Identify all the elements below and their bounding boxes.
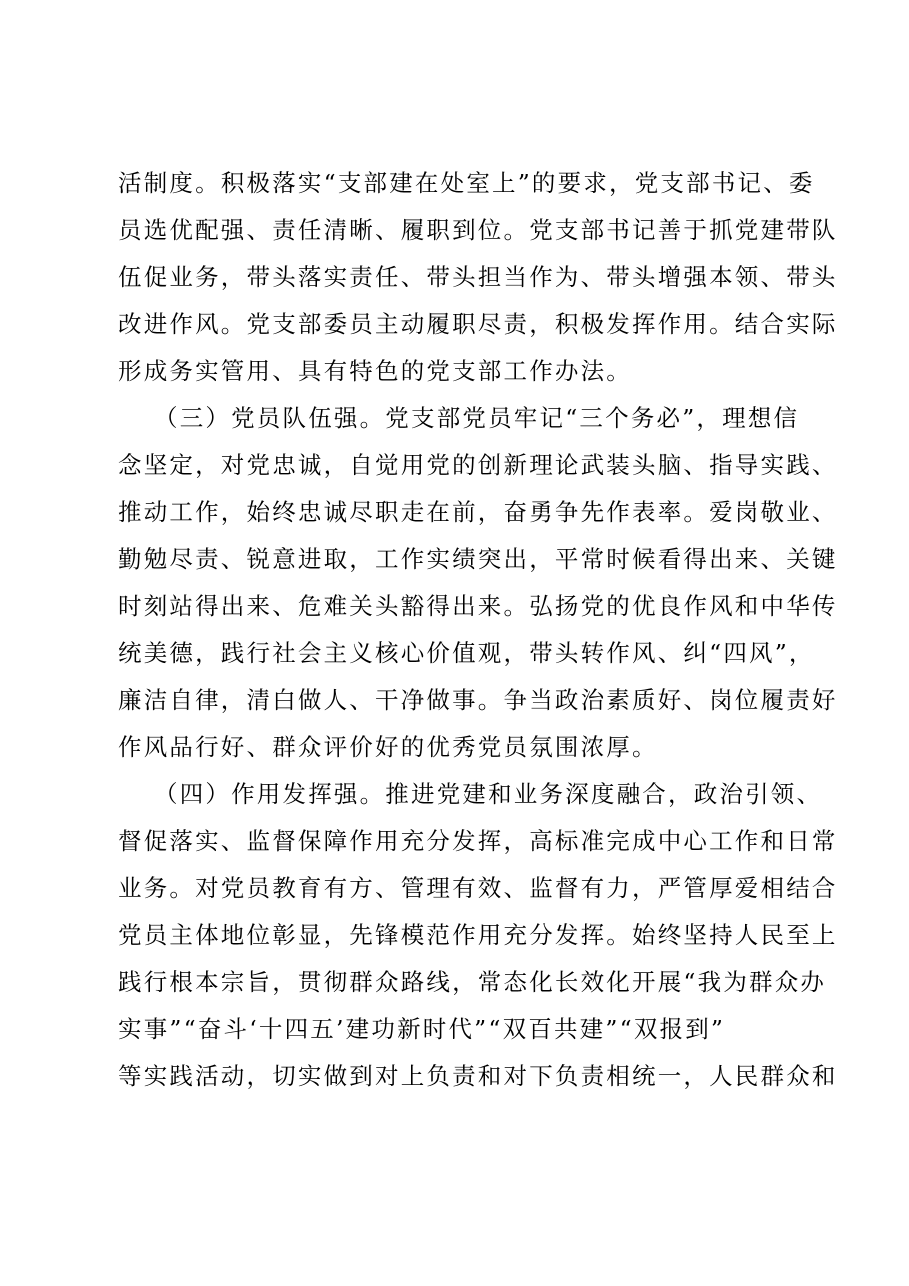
text-line-7: 念坚定，对党忠诚，自觉用党的创新理论武装头脑、指导实践、 (118, 451, 838, 479)
document-body (118, 160, 838, 1100)
text-line-18: 践行根本宗旨，贯彻群众路线，常态化长效化开展“我为群众办 (118, 968, 827, 996)
text-line-15: 督促落实、监督保障作用充分发挥，高标准完成中心工作和日常 (118, 827, 838, 855)
text-line-10: 时刻站得出来、危难关头豁得出来。弘扬党的优良作风和中华传 (118, 592, 838, 620)
text-line-3: 伍促业务，带头落实责任、带头担当作为、带头增强本领、带头 (118, 263, 838, 291)
text-line-12: 廉洁自律，清白做人、干净做事。争当政治素质好、岗位履责好 (118, 686, 838, 714)
text-line-19: 实事”“奋斗‘十四五’建功新时代”“双百共建”“双报到” (118, 1015, 726, 1043)
text-line-4: 改进作风。党支部委员主动履职尽责，积极发挥作用。结合实际 (118, 310, 838, 338)
text-line-11: 统美德，践行社会主义核心价值观，带头转作风、纠“四风”， (118, 639, 815, 667)
text-line-1: 活制度。积极落实“支部建在处室上”的要求，党支部书记、委 (118, 169, 815, 197)
text-line-13: 作风品行好、群众评价好的优秀党员氛围浓厚。 (118, 733, 658, 761)
section-heading-4: （四）作用发挥强。推进党建和业务深度融合，政治引领、 (154, 780, 823, 808)
text-line-20: 等实践活动，切实做到对上负责和对下负责相统一，人民群众和 (118, 1062, 838, 1090)
text-line-5: 形成务实管用、具有特色的党支部工作办法。 (118, 357, 632, 385)
section-heading-3: （三）党员队伍强。党支部党员牢记“三个务必”，理想信 (154, 404, 800, 432)
text-line-9: 勤勉尽责、锐意进取，工作实绩突出，平常时候看得出来、关键 (118, 545, 838, 573)
text-line-8: 推动工作，始终忠诚尽职走在前，奋勇争先作表率。爱岗敬业、 (118, 498, 838, 526)
text-line-17: 党员主体地位彰显，先锋模范作用充分发挥。始终坚持人民至上 (118, 921, 838, 949)
text-line-16: 业务。对党员教育有方、管理有效、监督有力，严管厚爱相结合 (118, 874, 838, 902)
text-line-2: 员选优配强、责任清晰、履职到位。党支部书记善于抓党建带队 (118, 216, 838, 244)
